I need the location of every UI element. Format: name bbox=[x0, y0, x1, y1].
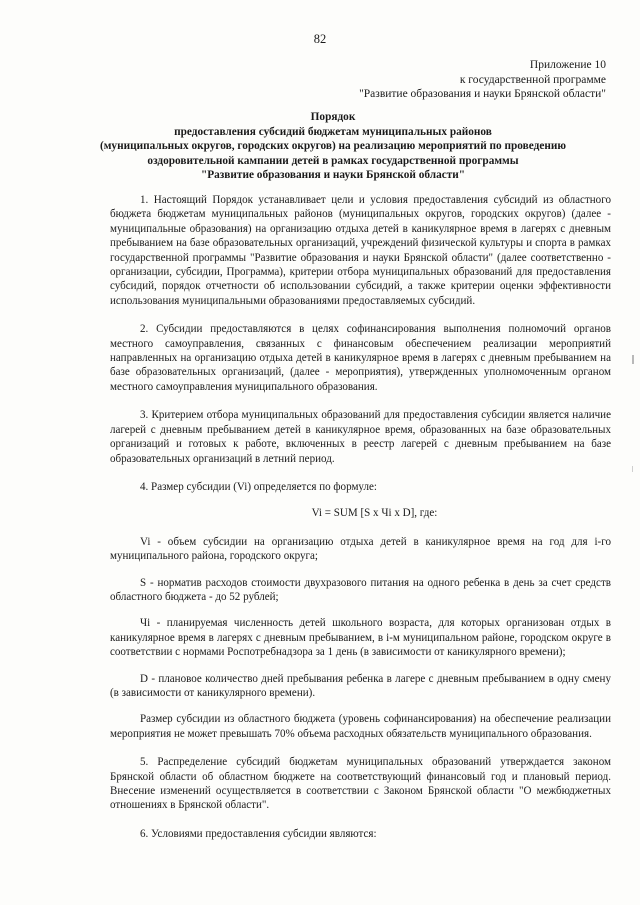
paragraph-4: 4. Размер субсидии (Vi) определяется по формуле: bbox=[140, 480, 377, 493]
definition-vi: Vi - объем субсидии на организацию отдыха детей в каникулярное время на год для i-го муниципального района, городского округа; bbox=[110, 535, 611, 563]
appendix-line-2: к государственной программе bbox=[459, 73, 606, 86]
title-line-2: предоставления субсидий бюджетам муниципальных районов bbox=[174, 125, 492, 138]
definition-d: D - плановое количество дней пребывания ребенка в лагере с дневным пребыванием в одну смену (в зависимости от каникулярного времени). bbox=[110, 672, 611, 699]
cofinancing-paragraph: Размер субсидии из областного бюджета (уровень софинансирования) на обеспечение реализации мероприятия не может превышать 70% объема расходных обязательств муниципального образования. bbox=[110, 713, 611, 740]
document-title bbox=[90, 110, 576, 183]
title-line-1: Порядок bbox=[310, 111, 356, 123]
appendix-line-3: "Развитие образования и науки Брянской области" bbox=[359, 88, 606, 100]
paragraph-2: 2. Субсидии предоставляются в целях софинансирования выполнения полномочий органов местного самоуправления, связанных с финансовым обеспечением реализации мероприятий направленных на организацию отдыха детей в каникулярное время в лагерях с дневным пребыванием на базе образовательных организаций, (далее - мероприятия), утвержденных уполномоченным органом местного самоуправления муниципального образования. bbox=[110, 323, 611, 393]
document-body bbox=[110, 193, 611, 841]
paragraph-6: 6. Условиями предоставления субсидии являются: bbox=[140, 827, 377, 840]
formula: Vi = SUM [S x Чi x D], где: bbox=[311, 507, 438, 520]
paragraph-5: 5. Распределение субсидий бюджетам муниципальных образований утверждается законом Брянской области об областном бюджете на соответствующий финансовый год и плановый период. Внесение изменений осуществляется в соответствии с Законом Брянской области "О межбюджетных отношениях в Брянской области". bbox=[110, 756, 611, 812]
appendix-line-1: Приложение 10 bbox=[529, 59, 606, 71]
scan-mark bbox=[632, 355, 634, 364]
title-line-4: оздоровительной кампании детей в рамках государственной программы bbox=[147, 154, 519, 167]
scan-mark bbox=[632, 466, 633, 472]
definition-chi: Чi - планируемая численность детей школьного возраста, для которых организован отдых в каникулярное время в лагерях с дневным пребыванием, в i-м муниципальном районе, городском округе в соответствии с нормами Роспотребнадзора за 1 день (в зависимости от каникулярного времени); bbox=[110, 617, 611, 659]
title-line-3: (муниципальных округов, городских округов) на реализацию мероприятий по проведению bbox=[99, 140, 567, 153]
definition-s: S - норматив расходов стоимости двухразового питания на одного ребенка в день за счет средств областного бюджета - до 52 рублей; bbox=[110, 576, 611, 603]
title-line-5: "Развитие образования и науки Брянской области" bbox=[200, 169, 466, 182]
page-number: 82 bbox=[313, 32, 327, 46]
paragraph-3: 3. Критерием отбора муниципальных образований для предоставления субсидии является наличие лагерей с дневным пребыванием детей в каникулярное время, образованных на базе образовательных организаций и готовых к работе, включенных в реестр лагерей с дневным пребыванием на базе образовательных организаций в летний период. bbox=[110, 409, 611, 465]
appendix-header bbox=[359, 58, 606, 102]
paragraph-1: 1. Настоящий Порядок устанавливает цели и условия предоставления субсидий из областного бюджета бюджетам муниципальных районов (муниципальных округов, городских округов) (далее - муниципальные образования) на организацию отдыха детей в каникулярное время в лагерях с дневным пребыванием на базе образовательных организаций, учреждений физической культуры и спорта в рамках государственной программы "Развитие образования и науки Брянской области" (далее соответственно - организации, субсидии, Программа), критерии отбора муниципальных образований для предоставления субсидий, порядок отчетности об использовании субсидий, а также критерии оценки эффективности использования муниципальными образованиями предоставляемых субсидий. bbox=[110, 194, 611, 307]
